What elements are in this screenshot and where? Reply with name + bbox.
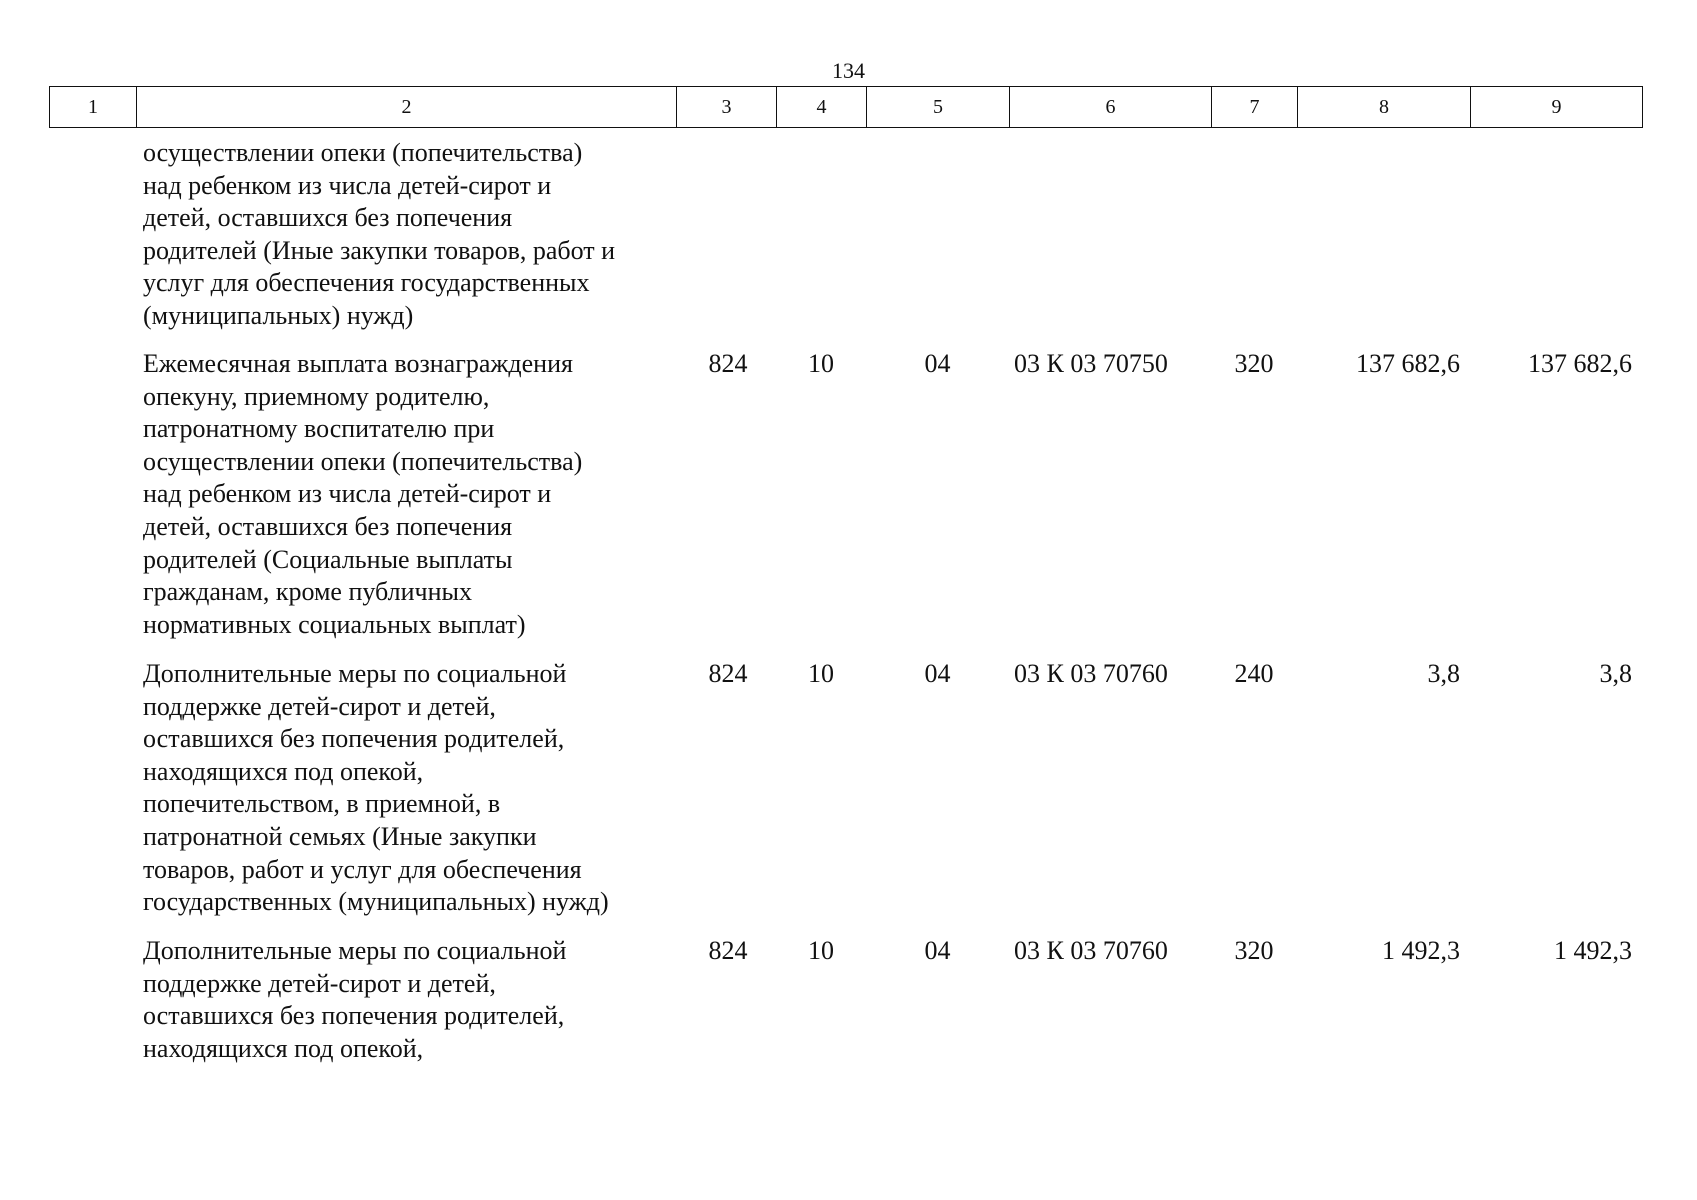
description-line: детей, оставшихся без попечения [143, 511, 513, 541]
target-article-cell: 03 К 03 70760 [1014, 936, 1168, 965]
amount-cell-col8: 137 682,6 [1356, 349, 1460, 378]
description-line: над ребенком из числа детей-сирот и [143, 170, 552, 200]
amount-cell-col8: 3,8 [1427, 659, 1460, 688]
column-number-6: 6 [1010, 87, 1212, 128]
description-line: опекуну, приемному родителю, [143, 381, 490, 411]
description-line: родителей (Иные закупки товаров, работ и [143, 235, 616, 265]
description-line: осуществлении опеки (попечительства) [143, 446, 583, 476]
description-line: детей, оставшихся без попечения [143, 203, 513, 233]
description-line: Дополнительные меры по социальной [143, 936, 567, 965]
admin-code-cell: 824 [708, 936, 748, 965]
row-description [143, 658, 683, 919]
amount-cell-col9: 137 682,6 [1528, 349, 1632, 378]
description-line: оставшихся без попечения родителей, [143, 724, 565, 754]
description-line: над ребенком из числа детей-сирот и [143, 479, 552, 509]
column-number-9: 9 [1471, 87, 1643, 128]
description-line: государственных (муниципальных) нужд) [143, 887, 609, 917]
column-number-5: 5 [867, 87, 1010, 128]
description-line: поддержке детей-сирот и детей, [143, 968, 496, 998]
expense-type-cell: 240 [1234, 659, 1274, 688]
description-line: находящихся под опекой, [143, 1033, 424, 1063]
section-code-cell: 10 [808, 349, 834, 378]
column-number-8: 8 [1298, 87, 1471, 128]
expense-type-cell: 320 [1234, 936, 1274, 965]
column-header-row [50, 87, 1643, 128]
description-line: гражданам, кроме публичных [143, 577, 472, 607]
subsection-code-cell: 04 [924, 936, 951, 965]
subsection-code-cell: 04 [924, 659, 951, 688]
description-line: патронатной семьях (Иные закупки [143, 821, 537, 851]
description-line: оставшихся без попечения родителей, [143, 1001, 565, 1031]
amount-cell-col8: 1 492,3 [1382, 936, 1460, 965]
target-article-cell: 03 К 03 70750 [1014, 349, 1168, 378]
description-line: нормативных социальных выплат) [143, 609, 526, 639]
description-line: Дополнительные меры по социальной [143, 659, 567, 688]
description-line: патронатному воспитателю при [143, 414, 495, 444]
description-line: попечительством, в приемной, в [143, 789, 501, 819]
section-code-cell: 10 [808, 936, 834, 965]
description-line: услуг для обеспечения государственных [143, 268, 590, 298]
admin-code-cell: 824 [708, 349, 748, 378]
description-line: поддержке детей-сирот и детей, [143, 691, 496, 721]
amount-cell-col9: 1 492,3 [1554, 936, 1632, 965]
column-number-4: 4 [777, 87, 867, 128]
section-code-cell: 10 [808, 659, 834, 688]
description-line: (муниципальных) нужд) [143, 300, 414, 330]
description-line: Ежемесячная выплата вознаграждения [143, 349, 573, 378]
page-number: 134 [832, 58, 865, 83]
description-line: товаров, работ и услуг для обеспечения [143, 854, 582, 884]
row-description [143, 137, 683, 333]
column-number-2: 2 [137, 87, 677, 128]
column-header-table [49, 86, 1643, 128]
column-number-7: 7 [1212, 87, 1298, 128]
target-article-cell: 03 К 03 70760 [1014, 659, 1168, 688]
column-number-3: 3 [677, 87, 777, 128]
subsection-code-cell: 04 [924, 349, 951, 378]
column-number-1: 1 [50, 87, 137, 128]
admin-code-cell: 824 [708, 659, 748, 688]
description-line: находящихся под опекой, [143, 756, 424, 786]
row-description [143, 935, 683, 1065]
expense-type-cell: 320 [1234, 349, 1274, 378]
description-line: осуществлении опеки (попечительства) [143, 138, 583, 167]
row-description [143, 348, 683, 641]
description-line: родителей (Социальные выплаты [143, 544, 513, 574]
amount-cell-col9: 3,8 [1599, 659, 1632, 688]
